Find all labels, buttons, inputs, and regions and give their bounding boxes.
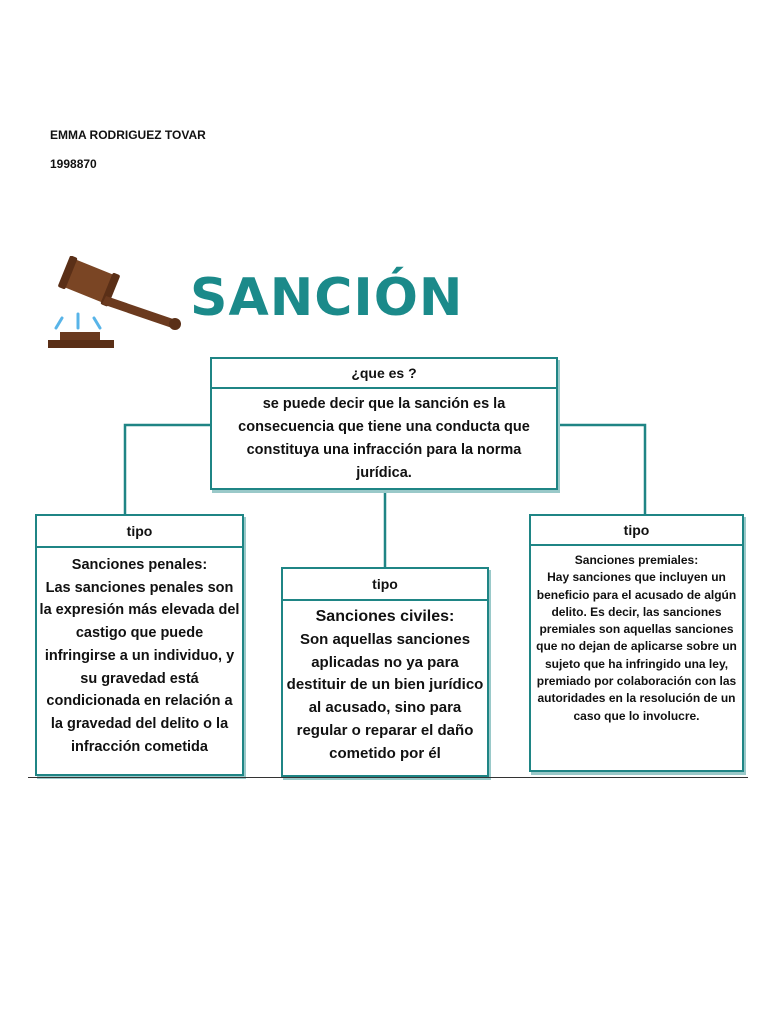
penal-type-body — [37, 548, 242, 758]
definition-box — [210, 357, 558, 490]
premial-type-subtitle: Sanciones premiales: — [574, 553, 699, 567]
penal-type-text: Las sanciones penales son la expresión más elevada del castigo que puede infringirse a un individuo, y su gravedad está condicionada en relación a la gravedad del delito o la infracción cometida — [39, 579, 240, 755]
premial-type-heading: tipo — [531, 516, 742, 546]
author-id: 1998870 — [50, 157, 97, 171]
divider-line — [28, 777, 748, 778]
penal-type-subtitle: Sanciones penales: — [71, 557, 208, 573]
author-name: EMMA RODRIGUEZ TOVAR — [50, 128, 206, 142]
premial-type-body — [531, 546, 742, 725]
civil-type-subtitle: Sanciones civiles: — [315, 608, 455, 625]
definition-text: se puede decir que la sanción es la consecuencia que tiene una conducta que constituya una infracción para la norma jurídica. — [238, 396, 530, 481]
civil-type-box — [281, 567, 489, 777]
definition-heading: ¿que es ? — [212, 359, 556, 389]
civil-type-heading: tipo — [283, 569, 487, 601]
premial-type-text: Hay sanciones que incluyen un beneficio para el acusado de algún delito. Es decir, las sanciones premiales son aquellas sanciones que no dejan de aplicarse sobre un sujeto que ha infringido una ley, premiado por colaboración con las autoridades en la resolución de un caso que lo involucre. — [536, 570, 737, 723]
penal-type-heading: tipo — [37, 516, 242, 548]
civil-type-body — [283, 601, 487, 766]
civil-type-text: Son aquellas sanciones aplicadas no ya para destituir de un bien jurídico al acusado, sino para regular o reparar el daño cometido por él — [286, 630, 484, 762]
penal-type-box — [35, 514, 244, 776]
page-title: SANCIÓN — [190, 268, 464, 328]
premial-type-box — [529, 514, 744, 772]
